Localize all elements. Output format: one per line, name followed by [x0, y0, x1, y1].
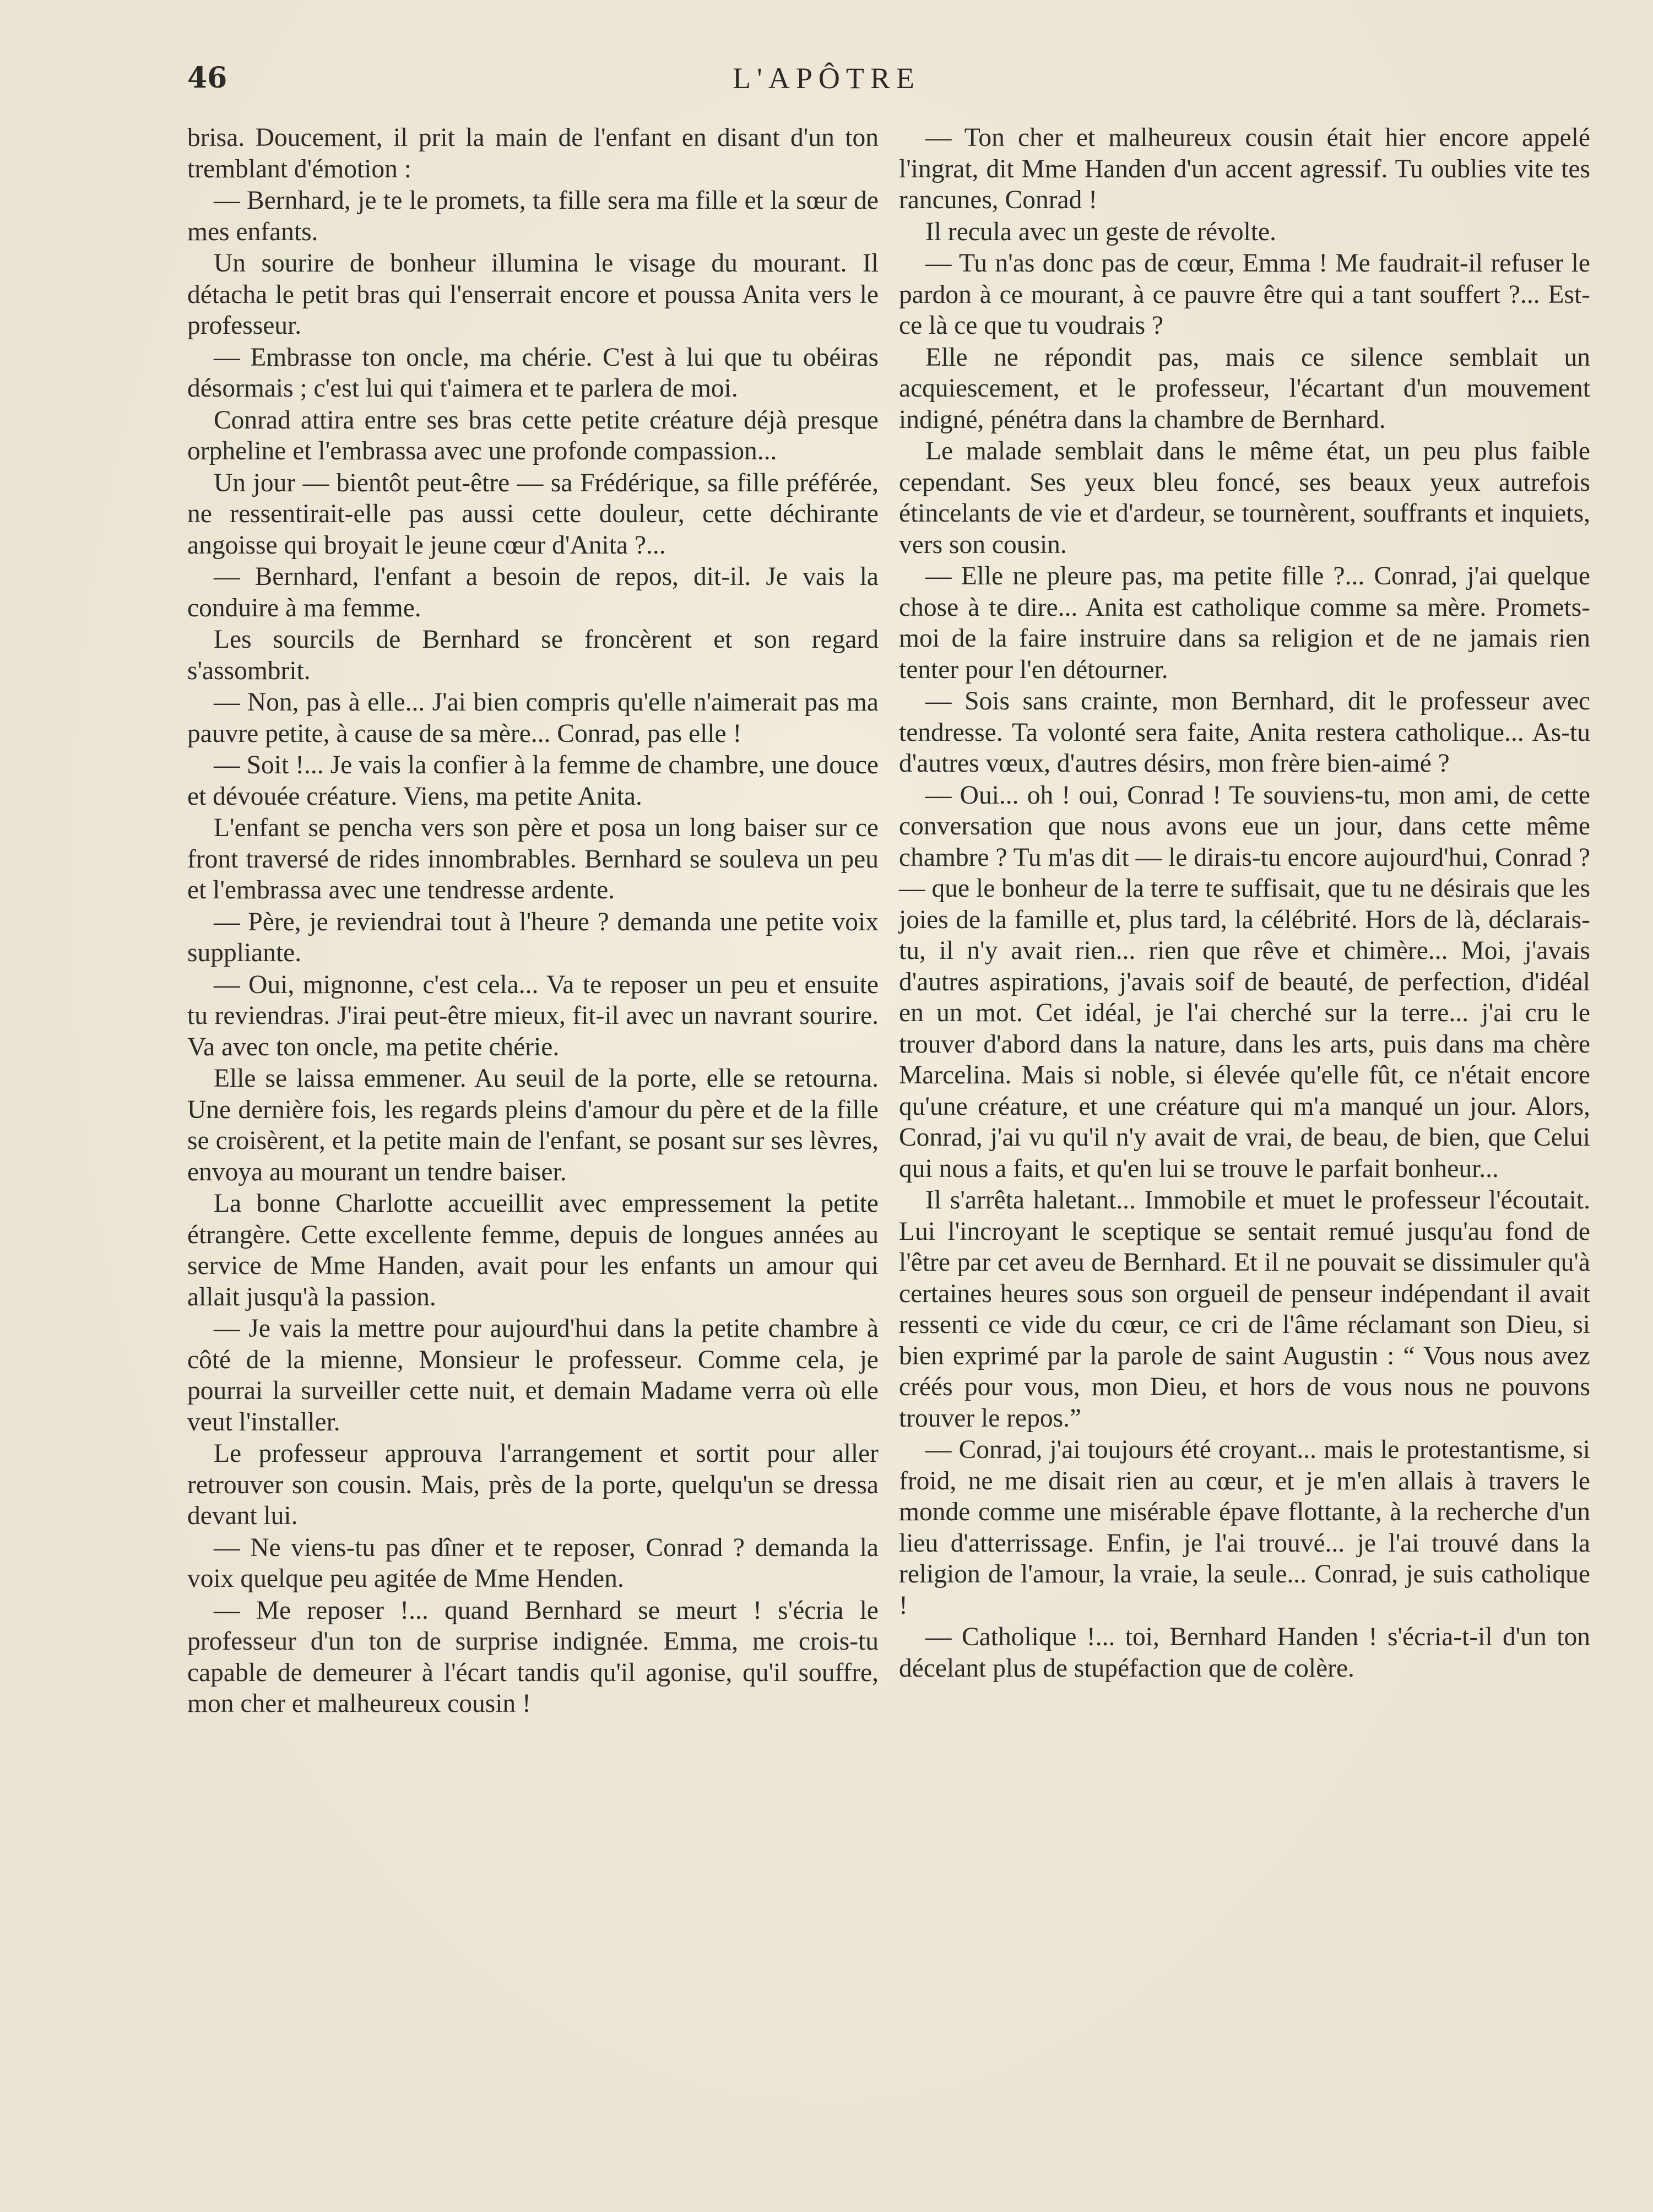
paragraph: — Bernhard, je te le promets, ta fille sera ma fille et la sœur de mes enfants. — [187, 186, 879, 246]
paragraph: Le professeur approuva l'arrangement et sortit pour aller retrouver son cousin. Mais, près de la porte, quelqu'un se dressa devant lui. — [187, 1439, 879, 1530]
paragraph: — Ton cher et malheureux cousin était hier encore appelé l'ingrat, dit Mme Handen d'un accent agressif. Tu oublies vite tes rancunes, Conrad ! — [899, 123, 1590, 214]
paragraph: — Sois sans crainte, mon Bernhard, dit le professeur avec tendresse. Ta volonté sera faite, Anita restera catholique... As-tu d'autres vœux, d'autres désirs, mon frère bien-aimé ? — [899, 687, 1590, 778]
paragraph: — Conrad, j'ai toujours été croyant... mais le protestantisme, si froid, ne me disait rien au cœur, et je m'en allais à travers le monde comme une misérable épave flottante, à la recherche d'un lieu d'atterrissage. Enfin, je l'ai trouvé... je l'ai trouvé dans la religion de l'amour, la vraie, la seule... Conrad, je suis catholique ! — [899, 1435, 1590, 1620]
paragraph: Elle se laissa emmener. Au seuil de la porte, elle se retourna. Une dernière fois, les regards pleins d'amour du père et de la fille se croisèrent, et la petite main de l'enfant, se posant sur ses lèvres, envoya au mourant un tendre baiser. — [187, 1064, 879, 1186]
paragraph: Un jour — bientôt peut-être — sa Frédérique, sa fille préférée, ne ressentirait-elle pas aussi cette douleur, cette déchirante angoisse qui broyait le jeune cœur d'Anita ?... — [187, 468, 879, 560]
paragraph: La bonne Charlotte accueillit avec empressement la petite étrangère. Cette excellente femme, depuis de longues années au service de Mme Handen, avait pour les enfants un amour qui allait jusqu'à la passion. — [187, 1189, 879, 1311]
paragraph: — Oui, mignonne, c'est cela... Va te reposer un peu et ensuite tu reviendras. J'irai peut-être mieux, fit-il avec un navrant sourire. Va avec ton oncle, ma petite chérie. — [187, 970, 879, 1061]
page-number: 46 — [187, 61, 227, 95]
paragraph: — Bernhard, l'enfant a besoin de repos, dit-il. Je vais la conduire à ma femme. — [187, 562, 879, 622]
paragraph: — Catholique !... toi, Bernhard Handen ! s'écria-t-il d'un ton décelant plus de stupéfaction que de colère. — [899, 1623, 1590, 1683]
paragraph: L'enfant se pencha vers son père et posa un long baiser sur ce front traversé de rides innombrables. Bernhard se souleva un peu et l'embrassa avec une tendresse ardente. — [187, 814, 879, 904]
paragraph: Le malade semblait dans le même état, un peu plus faible cependant. Ses yeux bleu foncé, ses beaux yeux autrefois étincelants de vie et d'ardeur, se tournèrent, souffrants et inquiets, vers son cousin. — [899, 437, 1590, 559]
paragraph: — Me reposer !... quand Bernhard se meurt ! s'écria le professeur d'un ton de surprise indignée. Emma, me crois-tu capable de demeurer à l'écart tandis qu'il agonise, qu'il souffre, mon cher et malheureux cousin ! — [187, 1596, 879, 1718]
paragraph: Elle ne répondit pas, mais ce silence semblait un acquiescement, et le professeur, l'écartant d'un mouvement indigné, pénétra dans la chambre de Bernhard. — [899, 343, 1590, 434]
paragraph: brisa. Doucement, il prit la main de l'enfant en disant d'un ton tremblant d'émotion : — [187, 123, 879, 183]
left-column — [187, 122, 879, 1720]
journal-title: L'APÔTRE — [733, 62, 920, 95]
paragraph: Conrad attira entre ses bras cette petite créature déjà presque orpheline et l'embrassa avec une profonde compassion... — [187, 405, 879, 465]
running-head — [0, 56, 1653, 100]
paragraph: Les sourcils de Bernhard se froncèrent et son regard s'assombrit. — [187, 625, 879, 685]
paragraph: — Oui... oh ! oui, Conrad ! Te souviens-tu, mon ami, de cette conversation que nous avons eue un jour, dans cette même chambre ? Tu m'as dit — le dirais-tu encore aujourd'hui, Conrad ? — que le bonheur de la terre te suffisait, que tu ne désirais que les joies de la famille et, plus tard, la célébrité. Hors de là, déclarais-tu, il n'y avait rien... rien que rêve et chimère... Moi, j'avais d'autres aspirations, j'avais soif de beauté, de perfection, d'idéal en un mot. Cet idéal, je l'ai cherché sur la terre... j'ai cru le trouver d'abord dans la nature, dans les arts, puis dans ma chère Marcelina. Mais si noble, si élevée qu'elle fût, ce n'était encore qu'une créature, et une créature qui m'a manqué un jour. Alors, Conrad, j'ai vu qu'il n'y avait de vrai, de beau, de bien, que Celui qui nous a faits, et qu'en lui se trouve le parfait bonheur... — [899, 780, 1590, 1183]
paragraph: Il recula avec un geste de révolte. — [925, 217, 1276, 246]
paragraph: Il s'arrêta haletant... Immobile et muet le professeur l'écoutait. Lui l'incroyant le sceptique se sentait remué jusqu'au fond de l'être par cet aveu de Bernhard. Et il ne pouvait se dissimuler qu'à certaines heures sous son orgueil de penseur indépendant il avait ressenti ce vide du cœur, ce cri de l'âme réclamant son Dieu, si bien exprimé par la parole de saint Augustin : “ Vous nous avez créés pour vous, mon Dieu, et hors de vous nous ne pouvons trouver le repos.” — [899, 1186, 1590, 1433]
paragraph: — Non, pas à elle... J'ai bien compris qu'elle n'aimerait pas ma pauvre petite, à cause de sa mère... Conrad, pas elle ! — [187, 688, 879, 748]
paragraph: — Elle ne pleure pas, ma petite fille ?... Conrad, j'ai quelque chose à te dire... Anita est catholique comme sa mère. Promets-moi de la faire instruire dans sa religion et de ne jamais rien tenter pour l'en détourner. — [899, 562, 1590, 684]
paragraph: — Tu n'as donc pas de cœur, Emma ! Me faudrait-il refuser le pardon à ce mourant, à ce pauvre être qui a tant souffert ?... Est-ce là ce que tu voudrais ? — [899, 249, 1590, 340]
paragraph: — Ne viens-tu pas dîner et te reposer, Conrad ? demanda la voix quelque peu agitée de Mme Henden. — [187, 1533, 879, 1593]
paragraph: — Embrasse ton oncle, ma chérie. C'est à lui que tu obéiras désormais ; c'est lui qui t'aimera et te parlera de moi. — [187, 343, 879, 403]
right-column — [899, 122, 1590, 1684]
paragraph: Un sourire de bonheur illumina le visage du mourant. Il détacha le petit bras qui l'enserrait encore et poussa Anita vers le professeur. — [187, 249, 879, 340]
paragraph: — Soit !... Je vais la confier à la femme de chambre, une douce et dévouée créature. Viens, ma petite Anita. — [187, 751, 879, 811]
paragraph: — Père, je reviendrai tout à l'heure ? demanda une petite voix suppliante. — [187, 907, 879, 967]
paragraph: — Je vais la mettre pour aujourd'hui dans la petite chambre à côté de la mienne, Monsieur le professeur. Comme cela, je pourrai la surveiller cette nuit, et demain Madame verra où elle veut l'installer. — [187, 1314, 879, 1436]
